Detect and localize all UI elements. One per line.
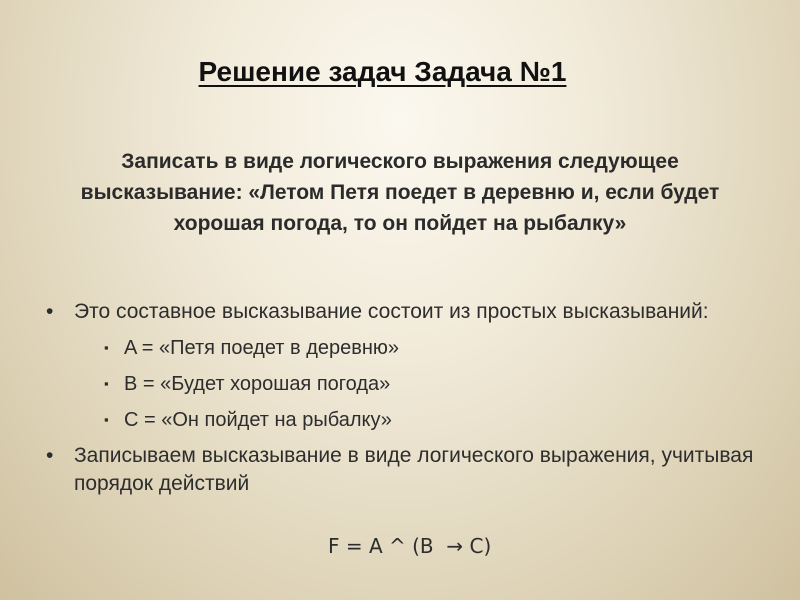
sub-bullet-list <box>74 334 764 434</box>
slide-title-text: Решение задач Задача №1 <box>198 56 567 87</box>
bullet-text: Записываем высказывание в виде логического выражения, учитывая порядок действий <box>74 444 754 495</box>
bullet-item <box>44 442 764 498</box>
sub-bullet-item: ▪ B = «Будет хорошая погода» <box>74 370 764 398</box>
slide-title <box>0 56 765 88</box>
bullet-text: Это составное высказывание состоит из простых высказываний: <box>74 300 709 323</box>
formula: F = A ^ (B → C) <box>328 534 492 558</box>
bullet-list <box>44 298 764 506</box>
sub-bullet-item: ▪ A = «Петя поедет в деревню» <box>74 334 764 362</box>
bullet-item <box>44 298 764 434</box>
task-statement: Записать в виде логического выражения следующее высказывание: «Летом Петя поедет в деревню и, если будет хорошая погода, то он пойдет на рыбалку» <box>80 150 720 235</box>
sub-bullet-item: ▪ С = «Он пойдет на рыбалку» <box>74 406 764 434</box>
